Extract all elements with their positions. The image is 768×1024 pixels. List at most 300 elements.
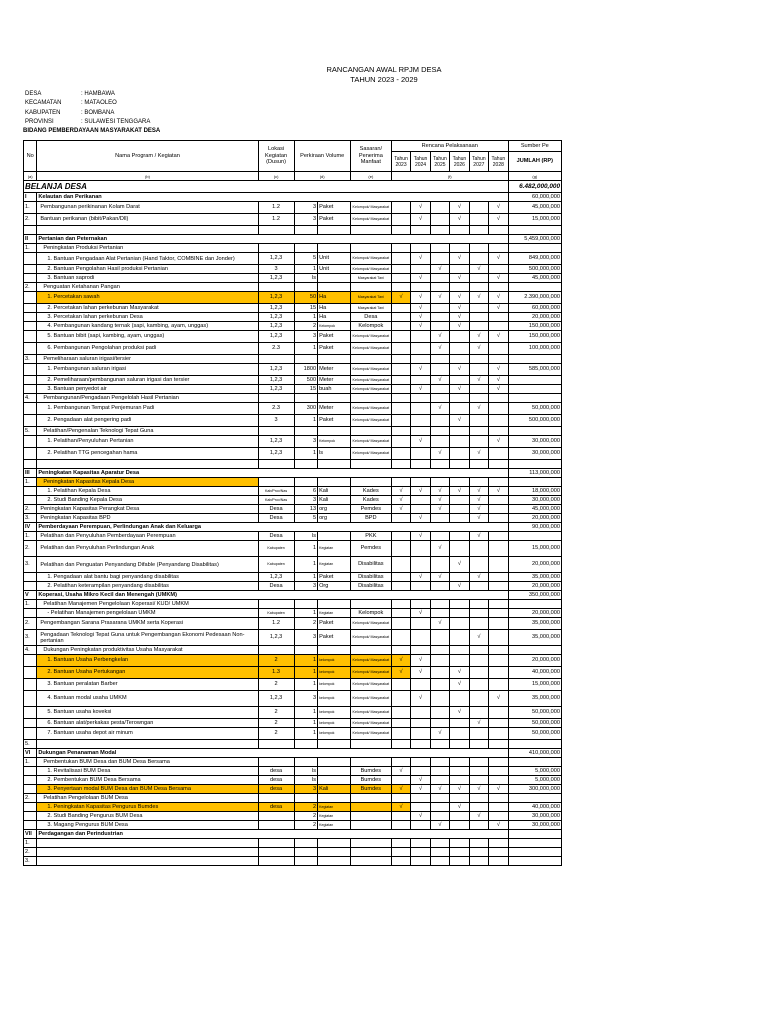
- empty-cell: [294, 226, 318, 235]
- row-volume-qty: 3: [294, 691, 318, 707]
- year-check: [391, 448, 410, 460]
- table-row: [24, 331, 562, 343]
- row-amount: 5,459,000,000: [508, 235, 561, 244]
- table-row: [24, 364, 562, 376]
- year-check: [430, 812, 449, 821]
- year-check: [489, 514, 509, 523]
- empty-cell: [391, 283, 410, 292]
- year-check: [469, 667, 488, 679]
- empty-cell: [469, 460, 488, 469]
- empty-cell: [391, 226, 410, 235]
- empty-cell: [318, 839, 351, 848]
- empty-cell: [258, 244, 294, 253]
- row-number: 2.: [24, 541, 37, 557]
- row-volume-unit: Kegiatan: [318, 812, 351, 821]
- year-check: [450, 331, 469, 343]
- table-row: [24, 376, 562, 385]
- empty-cell: [411, 839, 430, 848]
- empty-cell: [411, 600, 430, 609]
- row-number: III: [24, 469, 37, 478]
- year-check: √: [469, 487, 488, 496]
- empty-cell: [450, 794, 469, 803]
- row-volume-qty: 3: [294, 496, 318, 505]
- empty-cell: [508, 355, 561, 364]
- meta-label: KECAMATAN: [25, 100, 62, 107]
- empty-cell: [450, 848, 469, 857]
- row-volume-unit: kelompok: [318, 719, 351, 728]
- empty-cell: [391, 600, 410, 609]
- section-row: [24, 235, 562, 244]
- year-check: √: [411, 436, 430, 448]
- row-number: [24, 667, 37, 679]
- row-name: Pembangunan/Pengadaan Pengelolah Hasil Pertanian: [37, 394, 258, 403]
- subsection-row: [24, 355, 562, 364]
- year-check: √: [430, 785, 449, 794]
- empty-cell: [318, 600, 351, 609]
- empty-cell: [318, 857, 351, 866]
- table-row: [24, 609, 562, 618]
- meta-label: KABUPATEN: [25, 109, 61, 116]
- year-check: [450, 609, 469, 618]
- year-check: [489, 719, 509, 728]
- empty-cell: [508, 283, 561, 292]
- year-check: [391, 265, 410, 274]
- row-name: 1. Peningkatan Kapasitas Pengurus Bumdes: [37, 803, 258, 812]
- row-name: [37, 857, 258, 866]
- row-lokasi: Desa: [258, 505, 294, 514]
- row-name: 4. Pembangunan kandang ternak (sapi, kambing, ayam, unggas): [37, 322, 258, 331]
- year-check: √: [489, 487, 509, 496]
- row-amount: 5,000,000: [508, 767, 561, 776]
- row-sasaran: [350, 803, 391, 812]
- table-row: [24, 667, 562, 679]
- empty-cell: [318, 848, 351, 857]
- empty-cell: [294, 740, 318, 749]
- empty-cell: [294, 848, 318, 857]
- row-volume-unit: Paket: [318, 343, 351, 355]
- year-check: [489, 728, 509, 740]
- year-check: [391, 415, 410, 427]
- row-sasaran: Kelompok/ Masyarakat: [350, 385, 391, 394]
- meta-row: [25, 100, 150, 107]
- year-check: [411, 265, 430, 274]
- empty-cell: [411, 427, 430, 436]
- row-lokasi: 2: [258, 679, 294, 691]
- row-lokasi: desa: [258, 803, 294, 812]
- bidang-title: BIDANG PEMBERDAYAAN MASYARAKAT DESA: [23, 128, 161, 134]
- header-sumber: Sumber Pe: [508, 141, 561, 152]
- year-check: [391, 679, 410, 691]
- year-check: √: [411, 253, 430, 265]
- row-sasaran: Kelompok/ Masyarakat: [350, 265, 391, 274]
- year-check: √: [430, 265, 449, 274]
- year-check: √: [430, 448, 449, 460]
- section-row: [24, 469, 562, 478]
- row-volume-qty: 1: [294, 667, 318, 679]
- empty-cell: [391, 758, 410, 767]
- row-name: Peningkatan Kapasitas Perangkat Desa: [37, 505, 258, 514]
- year-check: [391, 214, 410, 226]
- row-name: 5. Bantuan bibit (sapi, kambing, ayam, unggas): [37, 331, 258, 343]
- row-sasaran: [350, 812, 391, 821]
- row-number: 1.: [24, 244, 37, 253]
- empty-cell: [350, 758, 391, 767]
- row-sasaran: Kelompok/ Masyarakat: [350, 448, 391, 460]
- row-amount: 5,000,000: [508, 776, 561, 785]
- row-name: 1. Pelatihan Kepala Desa: [37, 487, 258, 496]
- year-check: [469, 214, 488, 226]
- year-check: √: [430, 541, 449, 557]
- row-volume-unit: kelompok: [318, 707, 351, 719]
- row-volume-unit: Paket: [318, 202, 351, 214]
- row-amount: [508, 385, 561, 394]
- year-check: [450, 821, 469, 830]
- row-volume-qty: 1: [294, 573, 318, 582]
- row-name: 2. Pengadaan alat pengering padi: [37, 415, 258, 427]
- row-number: [24, 322, 37, 331]
- year-check: [489, 541, 509, 557]
- year-check: [391, 618, 410, 630]
- row-lokasi: 1,2,3: [258, 253, 294, 265]
- row-name: 2. Pembentukan BUM Desa Bersama: [37, 776, 258, 785]
- empty-cell: [508, 740, 561, 749]
- year-check: √: [450, 785, 469, 794]
- row-lokasi: Desa: [258, 514, 294, 523]
- row-volume-qty: 13: [294, 505, 318, 514]
- year-check: √: [469, 331, 488, 343]
- year-check: √: [411, 385, 430, 394]
- row-number: [24, 304, 37, 313]
- column-code: (e): [350, 172, 391, 181]
- year-check: [450, 728, 469, 740]
- row-name: 1. Pengadaan alat bantu bagi penyandang disabilitas: [37, 573, 258, 582]
- row-number: 5.: [24, 427, 37, 436]
- row-lokasi: 2.3: [258, 403, 294, 415]
- year-check: √: [469, 292, 488, 304]
- row-volume-qty: 1: [294, 313, 318, 322]
- row-sasaran: Kelompok/ Masyarakat: [350, 630, 391, 646]
- year-check: [489, 313, 509, 322]
- year-check: [430, 630, 449, 646]
- year-check: [430, 776, 449, 785]
- year-check: √: [450, 214, 469, 226]
- row-volume-qty: 1: [294, 415, 318, 427]
- empty-cell: [450, 283, 469, 292]
- row-lokasi: 2: [258, 655, 294, 667]
- empty-cell: [24, 460, 37, 469]
- row-amount: 15,000,000: [508, 541, 561, 557]
- row-name: Pelatihan dan Penyuluhan Perlindungan Anak: [37, 541, 258, 557]
- row-lokasi: Kabupaten: [258, 541, 294, 557]
- year-check: [450, 343, 469, 355]
- row-sasaran: Kelompok/ Masyarakat: [350, 655, 391, 667]
- row-number: [24, 253, 37, 265]
- row-lokasi: Desa: [258, 582, 294, 591]
- row-name: 2. Bantuan Pengolahan Hasil produksi Pertanian: [37, 265, 258, 274]
- row-lokasi: 1,2,3: [258, 436, 294, 448]
- year-check: [411, 582, 430, 591]
- empty-cell: [450, 226, 469, 235]
- table-row: [24, 532, 562, 541]
- header-year: Tahun 2027: [469, 152, 488, 172]
- year-check: [411, 719, 430, 728]
- empty-cell: [489, 740, 509, 749]
- year-check: [430, 214, 449, 226]
- row-volume-qty: 1800: [294, 364, 318, 376]
- row-number: 1.: [24, 839, 37, 848]
- row-name: Pelatihan/Pengenalan Teknologi Tepat Guna: [37, 427, 258, 436]
- row-name: 1. Pelatihan/Penyuluhan Pertanian: [37, 436, 258, 448]
- row-volume-unit: Kegiatan: [318, 557, 351, 573]
- year-check: [469, 767, 488, 776]
- year-check: [391, 385, 410, 394]
- row-amount: 50,000,000: [508, 719, 561, 728]
- year-check: [489, 403, 509, 415]
- row-amount: 20,000,000: [508, 514, 561, 523]
- row-name: Pembangunan perikinanan Kolam Darat: [37, 202, 258, 214]
- row-name: Peningkatan Kapasitas Aparatur Desa: [37, 469, 508, 478]
- row-lokasi: Kabupaten: [258, 557, 294, 573]
- year-check: √: [430, 496, 449, 505]
- year-check: [489, 557, 509, 573]
- row-lokasi: 1.2: [258, 618, 294, 630]
- year-check: [489, 803, 509, 812]
- year-check: √: [469, 343, 488, 355]
- subsection-row: [24, 283, 562, 292]
- row-number: [24, 655, 37, 667]
- empty-cell: [450, 857, 469, 866]
- empty-cell: [508, 226, 561, 235]
- empty-cell: [294, 283, 318, 292]
- row-amount: 35,000,000: [508, 691, 561, 707]
- row-number: [24, 448, 37, 460]
- empty-cell: [318, 794, 351, 803]
- row-volume-qty: 3: [294, 582, 318, 591]
- row-name: Pengadaan Teknologi Tepat Guna untuk Pengembangan Ekonomi Pedesaan Non-pertanian: [37, 630, 258, 646]
- year-check: √: [411, 487, 430, 496]
- table-row: [24, 557, 562, 573]
- row-volume-unit: org: [318, 505, 351, 514]
- empty-cell: [258, 427, 294, 436]
- year-check: √: [430, 728, 449, 740]
- row-lokasi: 1,2,3: [258, 292, 294, 304]
- row-number: [24, 496, 37, 505]
- row-name: 3. Penyertaan modal BUM Desa dan BUM Desa Bersama: [37, 785, 258, 794]
- year-check: √: [489, 202, 509, 214]
- row-amount: 500,000,000: [508, 415, 561, 427]
- year-check: √: [430, 343, 449, 355]
- year-check: [391, 707, 410, 719]
- year-check: [469, 322, 488, 331]
- year-check: √: [430, 505, 449, 514]
- row-volume-qty: 2: [294, 821, 318, 830]
- row-amount: 113,000,000: [508, 469, 561, 478]
- empty-cell: [508, 848, 561, 857]
- row-sasaran: Kelompok/ Masyarakat: [350, 415, 391, 427]
- row-name: Koperasi, Usaha Mikro Kecil dan Menengah (UMKM): [37, 591, 508, 600]
- empty-cell: [294, 355, 318, 364]
- row-name: 2. Studi Banding Pengurus BUM Desa: [37, 812, 258, 821]
- row-name: 1. Revitalisasi BUM Desa: [37, 767, 258, 776]
- year-check: [430, 436, 449, 448]
- row-amount: [508, 376, 561, 385]
- year-check: √: [469, 505, 488, 514]
- row-volume-unit: Kegiatan: [318, 803, 351, 812]
- row-sasaran: Desa: [350, 313, 391, 322]
- row-amount: 150,000,000: [508, 322, 561, 331]
- year-check: [430, 767, 449, 776]
- year-check: [411, 505, 430, 514]
- row-amount: 15,000,000: [508, 679, 561, 691]
- row-number: [24, 691, 37, 707]
- empty-cell: [391, 646, 410, 655]
- year-check: [391, 274, 410, 283]
- row-amount: 30,000,000: [508, 448, 561, 460]
- row-volume-qty: 3: [294, 785, 318, 794]
- row-volume-qty: 500: [294, 376, 318, 385]
- row-volume-unit: Paket: [318, 618, 351, 630]
- year-check: √: [489, 385, 509, 394]
- row-volume-unit: Unit: [318, 253, 351, 265]
- year-check: [391, 573, 410, 582]
- empty-cell: [391, 839, 410, 848]
- year-check: [411, 331, 430, 343]
- year-check: [391, 436, 410, 448]
- year-check: √: [469, 573, 488, 582]
- row-number: 4.: [24, 646, 37, 655]
- year-check: [469, 776, 488, 785]
- row-name: 3. Bantuan penyedot air: [37, 385, 258, 394]
- year-check: [391, 331, 410, 343]
- year-check: [411, 618, 430, 630]
- empty-cell: [450, 740, 469, 749]
- empty-cell: [411, 646, 430, 655]
- row-name: 2. Bantuan Usaha Pertukangan: [37, 667, 258, 679]
- empty-cell: [489, 394, 509, 403]
- empty-cell: [391, 848, 410, 857]
- table-row: [24, 785, 562, 794]
- year-check: [430, 415, 449, 427]
- year-check: √: [411, 691, 430, 707]
- row-sasaran: Kelompok/ Masyarakat: [350, 618, 391, 630]
- year-check: √: [430, 292, 449, 304]
- empty-cell: [508, 427, 561, 436]
- empty-cell: [430, 460, 449, 469]
- row-volume-unit: Paket: [318, 630, 351, 646]
- belanja-label: BELANJA DESA: [24, 181, 509, 193]
- empty-cell: [508, 394, 561, 403]
- empty-cell: [294, 857, 318, 866]
- row-volume-qty: 1: [294, 728, 318, 740]
- subsection-row: [24, 244, 562, 253]
- row-volume-qty: 1: [294, 265, 318, 274]
- row-amount: 585,000,000: [508, 364, 561, 376]
- table-row: [24, 322, 562, 331]
- row-number: 2.: [24, 283, 37, 292]
- year-check: √: [450, 803, 469, 812]
- row-number: [24, 582, 37, 591]
- row-lokasi: 2: [258, 719, 294, 728]
- empty-cell: [508, 244, 561, 253]
- row-volume-qty: 15: [294, 385, 318, 394]
- subsection-row: [24, 478, 562, 487]
- year-check: [430, 253, 449, 265]
- empty-cell: [350, 848, 391, 857]
- row-sasaran: Kelompok/ Masyarakat: [350, 364, 391, 376]
- row-name: Peningkatan Kapasitas Kepala Desa: [37, 478, 258, 487]
- empty-cell: [318, 427, 351, 436]
- row-volume-unit: Paket: [318, 415, 351, 427]
- row-name: 1. Percetakan sawah: [37, 292, 258, 304]
- row-amount: 849,000,000: [508, 253, 561, 265]
- empty-cell: [294, 758, 318, 767]
- year-check: √: [411, 202, 430, 214]
- year-check: √: [450, 667, 469, 679]
- empty-cell: [411, 740, 430, 749]
- year-check: [469, 436, 488, 448]
- year-check: √: [391, 292, 410, 304]
- row-volume-unit: [318, 776, 351, 785]
- year-check: [391, 532, 410, 541]
- row-number: 1.: [24, 600, 37, 609]
- header-year: Tahun 2025: [430, 152, 449, 172]
- year-check: [489, 630, 509, 646]
- row-number: [24, 436, 37, 448]
- table-row: [24, 728, 562, 740]
- empty-cell: [430, 839, 449, 848]
- row-name: 7. Bantuan usaha depot air minum: [37, 728, 258, 740]
- year-check: [391, 304, 410, 313]
- year-check: [430, 691, 449, 707]
- row-volume-unit: Paket: [318, 331, 351, 343]
- row-amount: 150,000,000: [508, 331, 561, 343]
- empty-cell: [450, 478, 469, 487]
- row-amount: 90,000,000: [508, 523, 561, 532]
- empty-cell: [318, 740, 351, 749]
- year-check: √: [411, 573, 430, 582]
- table-row: [24, 630, 562, 646]
- year-check: [430, 385, 449, 394]
- row-name: 6. Bantuan alat/perkakas pesta/Terowngan: [37, 719, 258, 728]
- meta-label: PROVINSI: [25, 118, 54, 125]
- year-check: [469, 679, 488, 691]
- row-lokasi: 1.2: [258, 202, 294, 214]
- row-number: 2.: [24, 794, 37, 803]
- year-check: [391, 719, 410, 728]
- year-check: [430, 274, 449, 283]
- row-number: 1.: [24, 758, 37, 767]
- empty-cell: [258, 646, 294, 655]
- row-volume-qty: 5: [294, 514, 318, 523]
- empty-cell: [450, 394, 469, 403]
- row-name: Pelatihan Pengelolaan BUM Desa: [37, 794, 258, 803]
- row-volume-qty: 1: [294, 609, 318, 618]
- row-volume-unit: Ha: [318, 304, 351, 313]
- column-code: (c): [258, 172, 294, 181]
- year-check: [430, 514, 449, 523]
- row-lokasi: 1,2,3: [258, 331, 294, 343]
- row-number: V: [24, 591, 37, 600]
- year-check: [391, 343, 410, 355]
- row-number: [24, 415, 37, 427]
- table-row: [24, 803, 562, 812]
- row-volume-unit: buah: [318, 385, 351, 394]
- year-check: [450, 812, 469, 821]
- empty-cell: [469, 283, 488, 292]
- year-check: [411, 821, 430, 830]
- row-name: 4. Bantuan modal usaha UMKM: [37, 691, 258, 707]
- row-volume-unit: org: [318, 514, 351, 523]
